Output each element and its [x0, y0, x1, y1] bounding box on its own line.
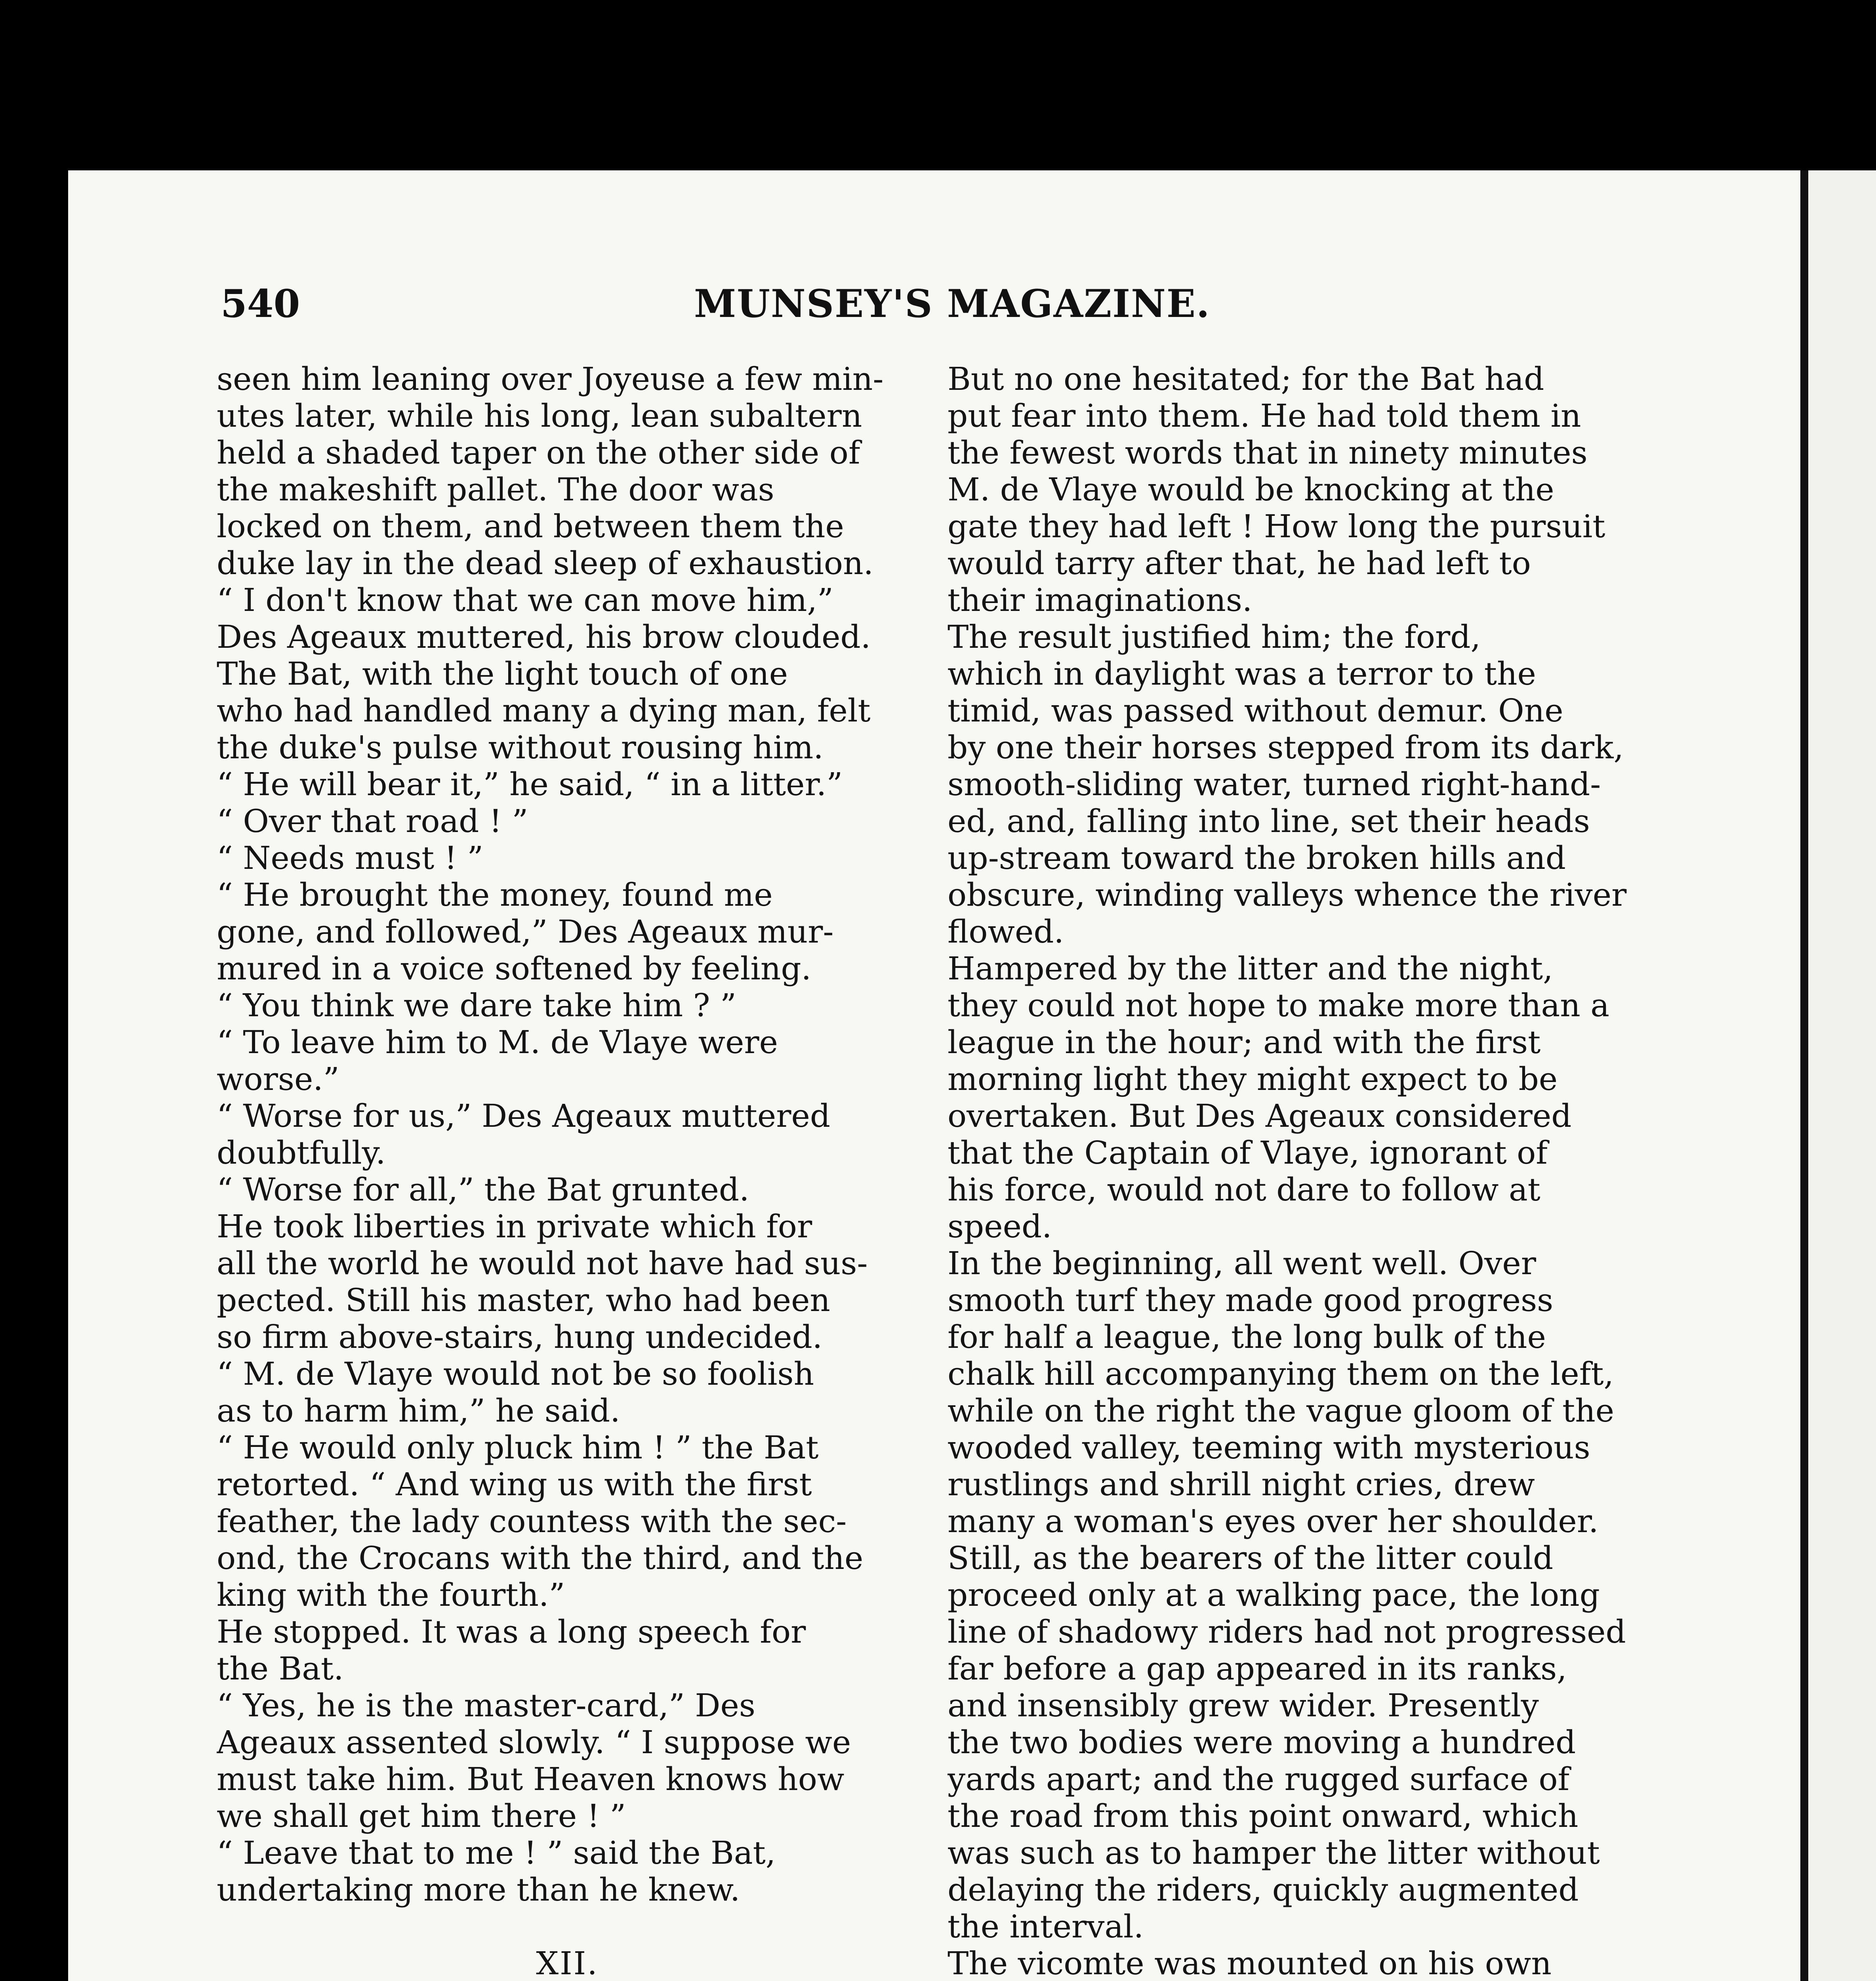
text-line: all the world he would not have had sus- [217, 1245, 868, 1282]
text-line: which in daylight was a terror to the [948, 655, 1536, 692]
text-line: that the Captain of Vlaye, ignorant of [948, 1134, 1548, 1171]
text-line: the road from this point onward, which [948, 1798, 1579, 1834]
text-line: undertaking more than he knew. [217, 1871, 740, 1908]
text-line: the fewest words that in ninety minutes [948, 434, 1588, 471]
text-line: proceed only at a walking pace, the long [948, 1576, 1600, 1613]
text-line: But no one hesitated; for the Bat had [948, 361, 1544, 397]
text-line: was such as to hamper the litter without [948, 1834, 1600, 1871]
text-line: as to harm him,” he said. [217, 1392, 620, 1429]
magazine-page [68, 170, 1807, 1981]
text-line: the Bat. [217, 1650, 344, 1687]
text-line: speed. [948, 1208, 1052, 1245]
text-line: gone, and followed,” Des Ageaux mur- [217, 913, 834, 950]
text-line: flowed. [948, 913, 1064, 950]
text-line: “ Over that road ! ” [217, 803, 528, 840]
text-line: so firm above-stairs, hung undecided. [217, 1319, 823, 1355]
page-number: 540 [221, 281, 300, 326]
text-line: held a shaded taper on the other side of [217, 434, 860, 471]
text-line: must take him. But Heaven knows how [217, 1761, 845, 1798]
running-head [68, 281, 1807, 341]
text-line: delaying the riders, quickly augmented [948, 1871, 1579, 1908]
text-line: “ Needs must ! ” [217, 840, 484, 876]
text-line: pected. Still his master, who had been [217, 1282, 830, 1319]
text-line: Ageaux assented slowly. “ I suppose we [217, 1724, 851, 1761]
text-line: “ Leave that to me ! ” said the Bat, [217, 1834, 776, 1871]
text-line: they could not hope to make more than a [948, 987, 1609, 1024]
text-line: the makeshift pallet. The door was [217, 471, 774, 508]
text-line: smooth turf they made good progress [948, 1282, 1554, 1319]
text-line: would tarry after that, he had left to [948, 545, 1531, 582]
text-line: duke lay in the dead sleep of exhaustion. [217, 545, 874, 582]
text-line: timid, was passed without demur. One [948, 692, 1563, 729]
text-line: Still, as the bearers of the litter could [948, 1540, 1554, 1576]
right-column [948, 361, 1649, 1981]
text-line: obscure, winding valleys whence the river [948, 876, 1627, 913]
text-line: and insensibly grew wider. Presently [948, 1687, 1539, 1724]
text-line: “ I don't know that we can move him,” [217, 582, 833, 618]
text-line: The vicomte was mounted on his own [948, 1945, 1552, 1981]
text-line: by one their horses stepped from its dark, [948, 729, 1624, 766]
text-line: retorted. “ And wing us with the first [217, 1466, 812, 1503]
text-line: feather, the lady countess with the sec- [217, 1503, 847, 1540]
text-line: gate they had left ! How long the pursuit [948, 508, 1605, 545]
text-line: league in the hour; and with the first [948, 1024, 1541, 1061]
text-line: doubtfully. [217, 1134, 386, 1171]
text-line: many a woman's eyes over her shoulder. [948, 1503, 1599, 1540]
text-line: mured in a voice softened by feeling. [217, 950, 812, 987]
text-line: king with the fourth.” [217, 1576, 565, 1613]
text-line: while on the right the vague gloom of the [948, 1392, 1615, 1429]
text-line: He took liberties in private which for [217, 1208, 812, 1245]
text-line: ond, the Crocans with the third, and the [217, 1540, 864, 1576]
text-line: M. de Vlaye would be knocking at the [948, 471, 1554, 508]
text-line: for half a league, the long bulk of the [948, 1319, 1546, 1355]
text-line: who had handled many a dying man, felt [217, 692, 871, 729]
text-line: the interval. [948, 1908, 1144, 1945]
text-line: “ M. de Vlaye would not be so foolish [217, 1355, 814, 1392]
text-line: yards apart; and the rugged surface of [948, 1761, 1570, 1798]
text-line: “ Worse for us,” Des Ageaux muttered [217, 1097, 831, 1134]
text-line: utes later, while his long, lean subaltern [217, 397, 862, 434]
text-line: rustlings and shrill night cries, drew [948, 1466, 1535, 1503]
text-line: ed, and, falling into line, set their heads [948, 803, 1590, 840]
text-line: locked on them, and between them the [217, 508, 844, 545]
text-line: The result justified him; the ford, [948, 618, 1481, 655]
text-line: morning light they might expect to be [948, 1061, 1558, 1097]
facing-page-edge [1800, 170, 1876, 1981]
text-line: In the beginning, all went well. Over [948, 1245, 1537, 1282]
text-line: Hampered by the litter and the night, [948, 950, 1553, 987]
section-space [217, 1908, 918, 1945]
text-line: wooded valley, teeming with mysterious [948, 1429, 1590, 1466]
text-line: seen him leaning over Joyeuse a few min- [217, 361, 884, 397]
text-line: “ He brought the money, found me [217, 876, 773, 913]
text-line: the duke's pulse without rousing him. [217, 729, 824, 766]
text-line: smooth-sliding water, turned right-hand- [948, 766, 1601, 803]
text-line: “ To leave him to M. de Vlaye were [217, 1024, 778, 1061]
text-line: “ He would only pluck him ! ” the Bat [217, 1429, 819, 1466]
chapter-heading: XII. [536, 1945, 599, 1981]
text-line: Des Ageaux muttered, his brow clouded. [217, 618, 871, 655]
text-line: chalk hill accompanying them on the left, [948, 1355, 1614, 1392]
text-line: “ Yes, he is the master-card,” Des [217, 1687, 755, 1724]
text-line: line of shadowy riders had not progressed [948, 1613, 1626, 1650]
text-line: “ He will bear it,” he said, “ in a litter.” [217, 766, 843, 803]
text-line: we shall get him there ! ” [217, 1798, 626, 1834]
text-line: “ Worse for all,” the Bat grunted. [217, 1171, 749, 1208]
text-line: the two bodies were moving a hundred [948, 1724, 1576, 1761]
text-line: their imaginations. [948, 582, 1253, 618]
text-line: up-stream toward the broken hills and [948, 840, 1566, 876]
text-line: put fear into them. He had told them in [948, 397, 1581, 434]
text-line: He stopped. It was a long speech for [217, 1613, 806, 1650]
text-line: “ You think we dare take him ? ” [217, 987, 736, 1024]
left-column [217, 361, 918, 1981]
text-line: worse.” [217, 1061, 339, 1097]
text-line: The Bat, with the light touch of one [217, 655, 788, 692]
text-line: overtaken. But Des Ageaux considered [948, 1097, 1572, 1134]
text-line: far before a gap appeared in its ranks, [948, 1650, 1567, 1687]
magazine-title: MUNSEY'S MAGAZINE. [694, 281, 1211, 326]
text-line: his force, would not dare to follow at [948, 1171, 1540, 1208]
